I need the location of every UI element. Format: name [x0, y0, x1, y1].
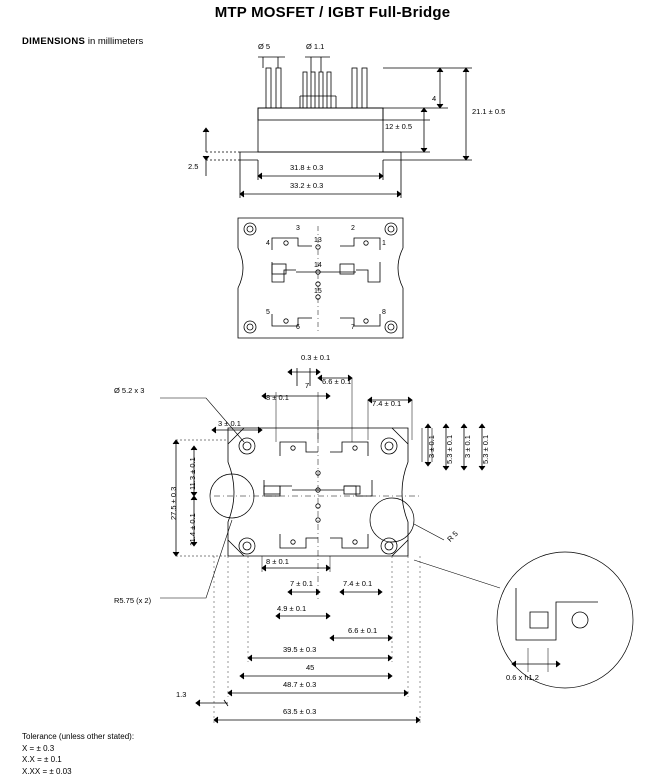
- label-height-2-5: 2.5: [188, 162, 199, 171]
- pin-number: 7: [351, 324, 355, 331]
- label-7-4-bottom: 7.4 ± 0.1: [343, 579, 373, 588]
- pin-number: 8: [382, 309, 386, 316]
- pin-number: 14: [314, 262, 322, 269]
- label-39-5: 39.5 ± 0.3: [283, 645, 317, 654]
- label-0-6-h1-2: 0.6 x h1.2: [506, 673, 539, 682]
- tolerance-heading: Tolerance (unless other stated):: [22, 732, 135, 741]
- label-45: 45: [306, 663, 315, 672]
- label-7-bottom: 7 ± 0.1: [290, 579, 313, 588]
- label-7-top: 7: [305, 381, 310, 390]
- label-7-4-top: 7.4 ± 0.1: [372, 399, 402, 408]
- tolerance-line: X.XX = ± 0.03: [22, 766, 72, 776]
- label-height-12: 12 ± 0.5: [385, 122, 413, 131]
- pin-number: 1: [382, 240, 386, 247]
- dimensions-keyword: DIMENSIONS: [22, 36, 86, 47]
- tolerance-line: X = ± 0.3: [22, 743, 55, 753]
- pin-number: 15: [314, 288, 322, 295]
- label-11-4: 11.4 ± 0.1: [188, 513, 197, 546]
- label-8-top: 8 ± 0.1: [266, 393, 289, 402]
- label-1-3: 1.3: [176, 690, 187, 699]
- label-11-3: 11.3 ± 0.1: [188, 457, 197, 490]
- label-dia11: Ø 1.1: [306, 42, 325, 51]
- page-title: MTP MOSFET / IGBT Full-Bridge: [214, 4, 451, 21]
- label-3-left: 3 ± 0.1: [218, 419, 241, 428]
- pin-number: 6: [296, 324, 300, 331]
- label-dia-5-2: Ø 5.2 x 3: [114, 386, 145, 395]
- tolerance-line: X.X = ± 0.1: [22, 755, 62, 765]
- pin-number: 3: [296, 225, 300, 232]
- label-0-3: 0.3 ± 0.1: [301, 353, 331, 362]
- pin-number: 4: [266, 240, 270, 247]
- label-height-21-1: 21.1 ± 0.5: [472, 107, 506, 116]
- label-3-right-b: 3 ± 0.1: [463, 435, 472, 458]
- label-4-9: 4.9 ± 0.1: [277, 604, 307, 613]
- tolerance-note: [22, 731, 134, 777]
- label-r5: R 5: [445, 529, 460, 544]
- label-width-33-2: 33.2 ± 0.3: [290, 181, 324, 190]
- pin-number: 13: [314, 237, 322, 244]
- label-5-3-a: 5.3 ± 0.1: [445, 434, 454, 464]
- pin-number: 2: [351, 225, 355, 232]
- label-width-31-8: 31.8 ± 0.3: [290, 163, 324, 172]
- label-48-7: 48.7 ± 0.3: [283, 680, 317, 689]
- label-6-6-top: 6.6 ± 0.1: [322, 377, 352, 386]
- label-dia5: Ø 5: [258, 42, 271, 51]
- label-6-6-bottom: 6.6 ± 0.1: [348, 626, 378, 635]
- label-5-3-b: 5.3 ± 0.1: [481, 434, 490, 464]
- label-r5-75: R5.75 (x 2): [114, 596, 152, 605]
- pin-number: 5: [266, 309, 270, 316]
- label-63-5: 63.5 ± 0.3: [283, 707, 317, 716]
- dimensions-units: in millimeters: [85, 36, 144, 47]
- label-27-5: 27.5 ± 0.3: [169, 486, 178, 520]
- label-height-4: 4: [432, 94, 437, 103]
- label-3-right-a: 3 ± 0.1: [427, 435, 436, 458]
- label-8-bottom: 8 ± 0.1: [266, 557, 289, 566]
